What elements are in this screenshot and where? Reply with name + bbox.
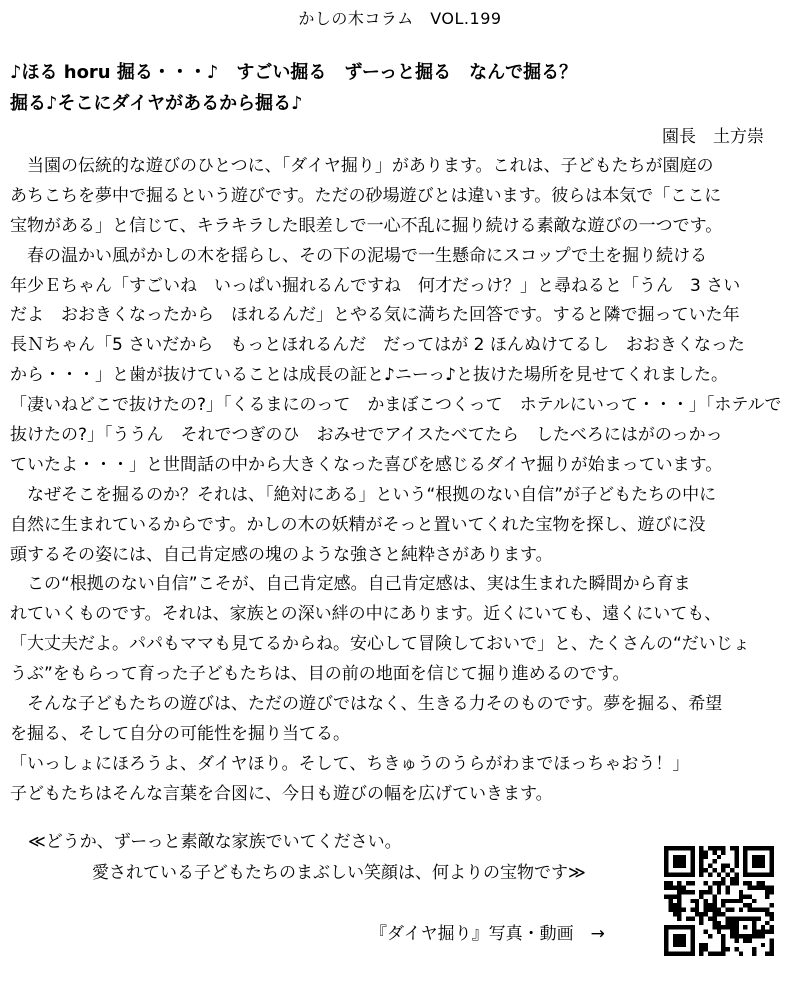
body-line: なぜそこを掘るのか？それは、「絶対にある」という“根拠のない自信”が子どもたちの中に — [10, 484, 717, 505]
body-line: ていたよ・・・」と世間話の中から大きくなった喜びを感じるダイヤ掘りが始まっています。 — [10, 454, 723, 475]
closing-message-line-2: 愛されている子どもたちのまぶしい笑顔は、何よりの宝物です≫ — [92, 863, 586, 883]
column-title: かしの木コラム VOL.199 — [298, 9, 502, 28]
headline-line-2: 掘る♪そこにダイヤがあるから掘る♪ — [10, 93, 303, 114]
body-line: 「凄いねどこで抜けたの?」「くるまにのって かまぼこつくって ホテルにいって・・・」「ホテルで — [10, 395, 782, 416]
body-line: 当園の伝統的な遊びのひとつに、「ダイヤ掘り」があります。これは、子どもたちが園庭の — [10, 156, 714, 176]
headline-line-1: ♪ほる horu 掘る・・・♪ すごい掘る ずーっと掘る なんで掘る？ — [10, 62, 578, 83]
body-line: そんな子どもたちの遊びは、ただの遊びではなく、生きる力そのものです。夢を掘る、希望 — [10, 694, 723, 715]
author-byline: 園長 土方崇 — [662, 127, 764, 147]
photo-video-link[interactable]: 『ダイヤ掘り』写真・動画 → — [370, 924, 605, 944]
body-line: 自然に生まれているからです。かしの木の妖精がそっと置いてくれた宝物を探し、遊びに没 — [10, 514, 706, 535]
body-line: この“根拠のない自信”こそが、自己肯定感。自己肯定感は、実は生まれた瞬間から育ま — [10, 574, 691, 595]
body-line: れていくものです。それは、家族との深い絆の中にあります。近くにいても、遠くにいても、 — [10, 604, 722, 625]
body-line: 抜けたの?」「ううん それでつぎのひ おみせでアイスたべてたら したべろにはがのっかっ — [10, 425, 723, 446]
column-body — [10, 152, 800, 810]
body-line: 長Ｎちゃん「5 さいだから もっとほれるんだ だってはが 2 ほんぬけてるし おおきくなった — [10, 335, 745, 356]
body-line: 子どもたちはそんな言葉を合図に、今日も遊びの幅を広げていきます。 — [10, 783, 553, 804]
body-line: だよ おおきくなったから ほれるんだ」とやる気に満ちた回答です。すると隣で掘っていた年 — [10, 305, 740, 326]
body-line: 「いっしょにほろうよ、ダイヤほり。そして、ちきゅうのうらがわまでほっちゃおう！」 — [10, 753, 690, 774]
body-line: を掘る、そして自分の可能性を掘り当てる。 — [10, 723, 350, 744]
body-line: から・・・」と歯が抜けていることは成長の証と♪ニーっ♪と抜けた場所を見せてくれました。 — [10, 365, 729, 386]
body-line: あちこちを夢中で掘るという遊びです。ただの砂場遊びとは違います。彼らは本気で「ここに — [10, 185, 722, 206]
body-line: 宝物がある」と信じて、キラキラした眼差しで一心不乱に掘り続ける素敵な遊びの一つです。 — [10, 215, 723, 236]
body-line: うぶ”をもらって育った子どもたちは、目の前の地面を信じて掘り進めるのです。 — [10, 664, 630, 685]
body-line: 頭するその姿には、自己肯定感の塊のような強さと純粋さがあります。 — [10, 544, 553, 565]
qr-code-icon[interactable] — [664, 846, 774, 956]
closing-message-line-1: ≪どうか、ずーっと素敵な家族でいてください。 — [28, 832, 402, 852]
body-line: 「大丈夫だよ。パパもママも見てるからね。安心して冒険しておいで」と、たくさんの“だいじょ — [10, 634, 750, 655]
body-line: 年少Ｅちゃん「すごいね いっぱい掘れるんですね 何才だっけ？」と尋ねると「うん 3 さい — [10, 275, 741, 296]
body-line: 春の温かい風がかしの木を揺らし、その下の泥場で一生懸命にスコップで土を掘り続ける — [10, 245, 708, 266]
